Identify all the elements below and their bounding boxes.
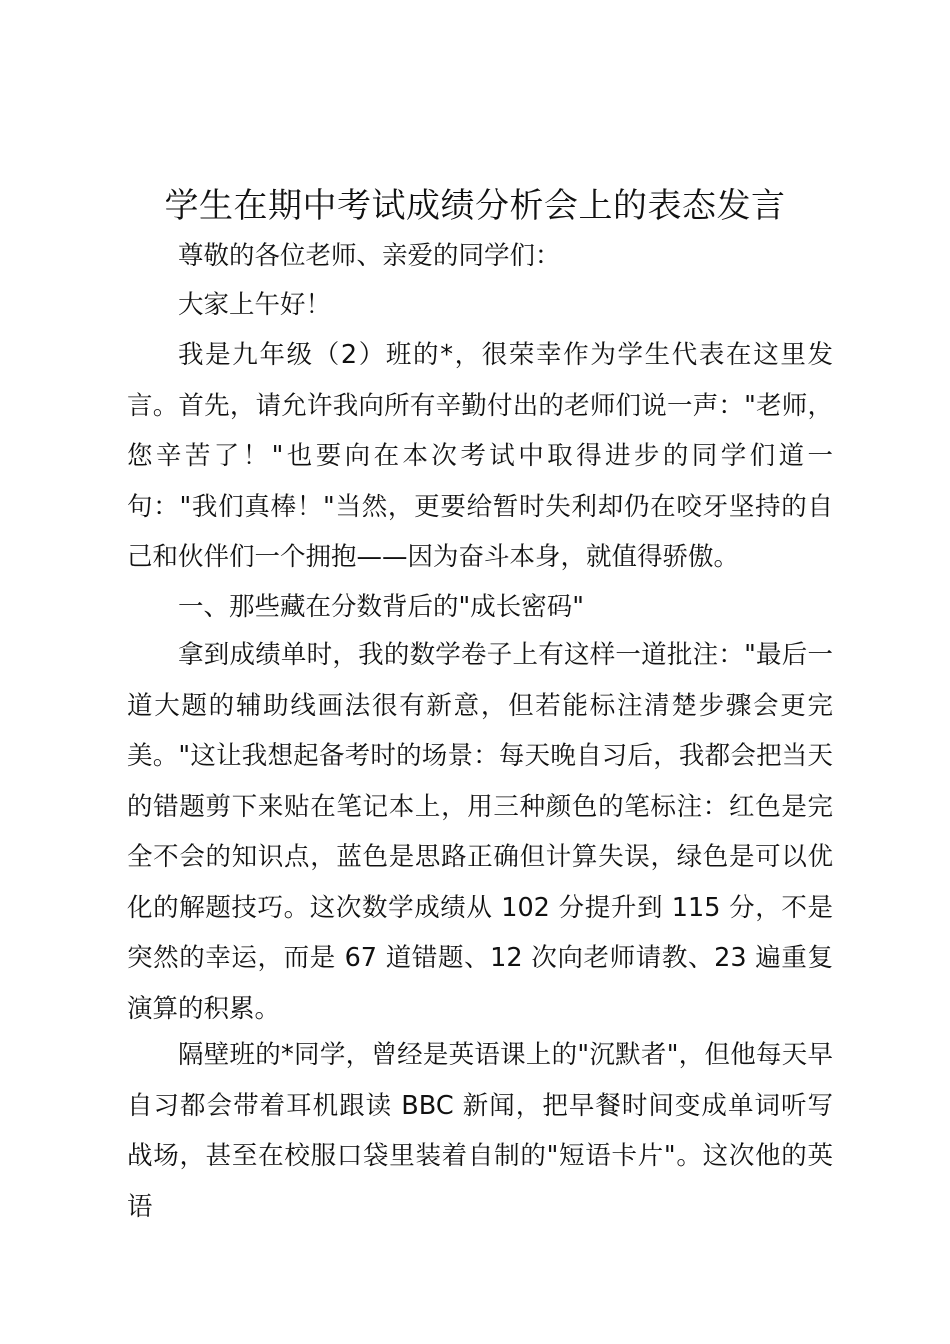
paragraph-greeting: 尊敬的各位老师、亲爱的同学们： xyxy=(178,241,561,271)
paragraph-intro: 我是九年级（2）班的*，很荣幸作为学生代表在这里发言。首先，请允许我向所有辛勤付出的老师们说一声："老师，您辛苦了！"也要向在本次考试中取得进步的同学们道一句："我们真棒！"当然，更要给暂时失利却仍在咬牙坚持的自己和伙伴们一个拥抱——因为奋斗本身，就值得骄傲。 xyxy=(127,340,833,572)
document-title: 学生在期中考试成绩分析会上的表态发言 xyxy=(164,186,786,226)
section-heading-1: 一、那些藏在分数背后的"成长密码" xyxy=(178,592,584,622)
paragraph-math: 拿到成绩单时，我的数学卷子上有这样一道批注："最后一道大题的辅助线画法很有新意，但若能标注清楚步骤会更完美。"这让我想起备考时的场景：每天晚自习后，我都会把当天的错题剪下来贴在笔记本上，用三种颜色的笔标注：红色是完全不会的知识点，蓝色是思路正确但计算失误，绿色是可以优化的解题技巧。这次数学成绩从 102 分提升到 115 分，不是突然的幸运，而是 67 道错题、12 次向老师请教、23 遍重复演算的积累。 xyxy=(127,640,833,1024)
paragraph-hello: 大家上午好！ xyxy=(178,290,332,320)
paragraph-english: 隔壁班的*同学，曾经是英语课上的"沉默者"，但他每天早自习都会带着耳机跟读 BBC 新闻，把早餐时间变成单词听写战场，甚至在校服口袋里装着自制的"短语卡片"。这次他的英语 xyxy=(127,1040,833,1222)
